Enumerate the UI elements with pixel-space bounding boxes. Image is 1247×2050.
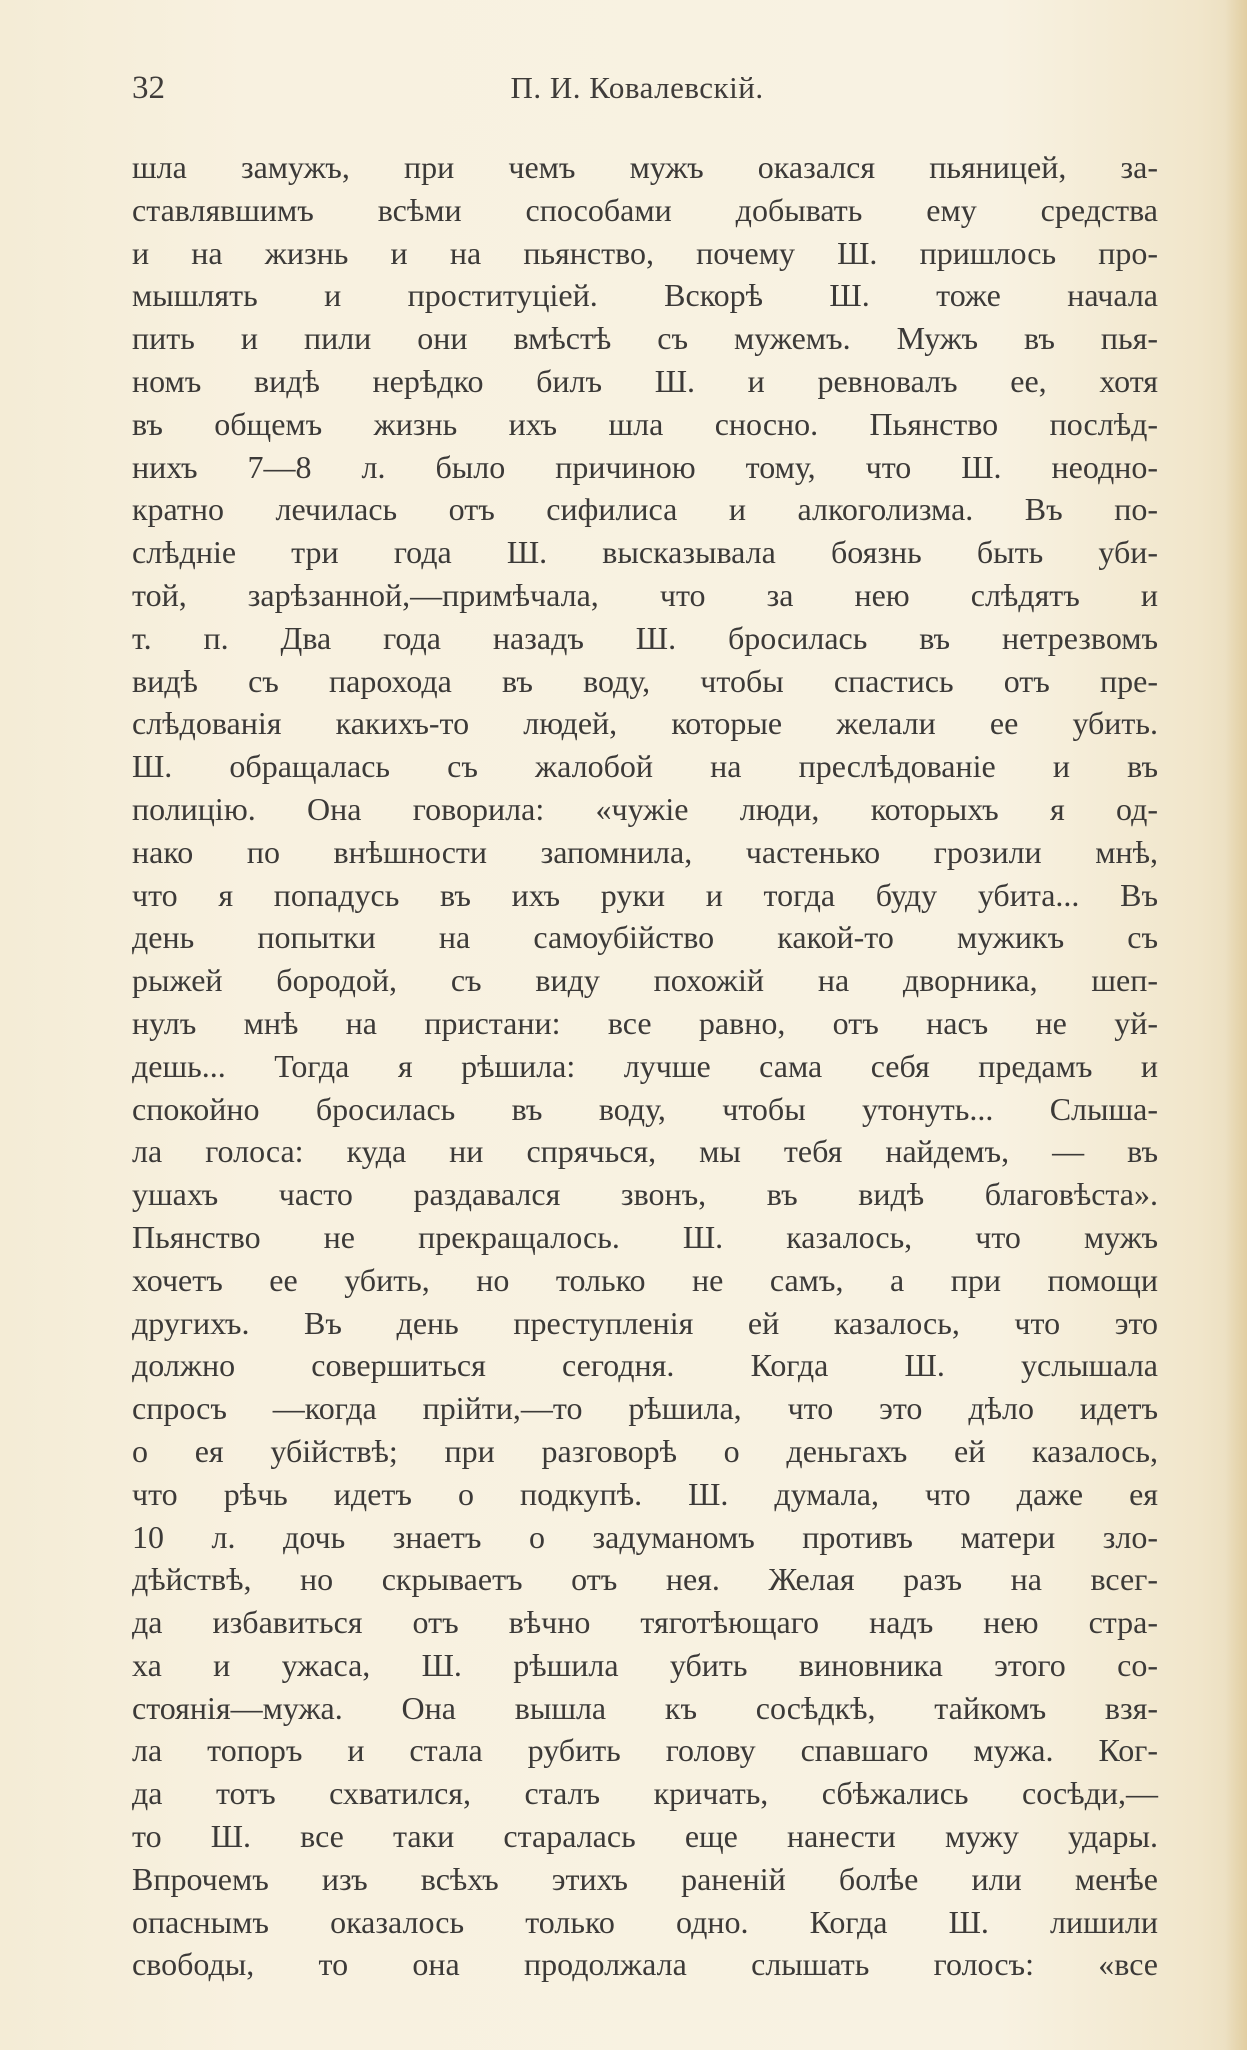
- text-line: рыжей бородой, съ виду похожій на дворника, шеп-: [132, 962, 1158, 999]
- text-line: въ общемъ жизнь ихъ шла сносно. Пьянство послѣд-: [132, 405, 1158, 442]
- page-edge-shadow: [1225, 0, 1247, 2050]
- text-line: другихъ. Въ день преступленія ей казалось, что это: [132, 1304, 1158, 1341]
- text-line: полицію. Она говорила: «чужіе люди, которыхъ я од-: [132, 790, 1158, 827]
- text-line: что я попадусь въ ихъ руки и тогда буду убита... Въ: [132, 876, 1158, 913]
- text-line: Пьянство не прекращалось. Ш. казалось, что мужъ: [132, 1218, 1158, 1255]
- text-line: что рѣчь идетъ о подкупѣ. Ш. думала, что даже ея: [132, 1475, 1158, 1512]
- text-line: спокойно бросилась въ воду, чтобы утонуть... Слыша-: [132, 1090, 1158, 1127]
- text-line: ла голоса: куда ни спрячься, мы тебя найдемъ, — въ: [132, 1133, 1158, 1170]
- text-line: ха и ужаса, Ш. рѣшила убить виновника этого со-: [132, 1646, 1158, 1683]
- text-line: Ш. обращалась съ жалобой на преслѣдованіе и въ: [132, 748, 1158, 785]
- text-line: и на жизнь и на пьянство, почему Ш. пришлось про-: [132, 234, 1158, 271]
- text-line: шла замужъ, при чемъ мужъ оказался пьяницей, за-: [132, 149, 1158, 185]
- text-line: слѣдніе три года Ш. высказывала боязнь быть уби-: [132, 534, 1158, 571]
- text-line: день попытки на самоубійство какой-то мужикъ съ: [132, 919, 1158, 956]
- text-line: нулъ мнѣ на пристани: все равно, отъ насъ не уй-: [132, 1004, 1158, 1041]
- text-line: стоянія—мужа. Она вышла къ сосѣдкѣ, тайкомъ взя-: [132, 1689, 1158, 1726]
- text-line: ушахъ часто раздавался звонъ, въ видѣ благовѣста».: [132, 1176, 1158, 1213]
- text-line: Впрочемъ изъ всѣхъ этихъ раненій болѣе или менѣе: [132, 1860, 1158, 1897]
- text-line: той, зарѣзанной,—примѣчала, что за нею слѣдятъ и: [132, 576, 1158, 613]
- text-line: нако по внѣшности запомнила, частенько грозили мнѣ,: [132, 833, 1158, 870]
- text-line: мышлять и проституціей. Вскорѣ Ш. тоже начала: [132, 277, 1158, 314]
- text-line: свободы, то она продолжала слышать голосъ: «все: [132, 1946, 1158, 1983]
- text-line: должно совершиться сегодня. Когда Ш. услышала: [132, 1347, 1158, 1384]
- text-line: ла топоръ и стала рубить голову спавшаго мужа. Ког-: [132, 1732, 1158, 1769]
- text-line: нихъ 7—8 л. было причиною тому, что Ш. неодно-: [132, 448, 1158, 485]
- text-line: да избавиться отъ вѣчно тяготѣющаго надъ нею стра-: [132, 1604, 1158, 1641]
- text-line: кратно лечилась отъ сифилиса и алкоголизма. Въ по-: [132, 491, 1158, 528]
- text-line: дешь... Тогда я рѣшила: лучше сама себя предамъ и: [132, 1047, 1158, 1084]
- body-text: [132, 146, 1158, 1986]
- text-line: пить и пили они вмѣстѣ съ мужемъ. Мужъ въ пья-: [132, 320, 1158, 357]
- text-line: спросъ —когда прійти,—то рѣшила, что это дѣло идетъ: [132, 1390, 1158, 1427]
- page-header: [132, 66, 1142, 110]
- text-line: хочетъ ее убить, но только не самъ, а при помощи: [132, 1261, 1158, 1298]
- text-line: то Ш. все таки старалась еще нанести мужу удары.: [132, 1818, 1158, 1855]
- text-line: да тотъ схватился, сталъ кричать, сбѣжались сосѣди,—: [132, 1775, 1158, 1812]
- text-line: ставлявшимъ всѣми способами добывать ему средства: [132, 191, 1158, 228]
- running-head: П. И. Ковалевскій.: [510, 70, 764, 105]
- text-line: номъ видѣ нерѣдко билъ Ш. и ревновалъ ее, хотя: [132, 362, 1158, 399]
- text-line: т. п. Два года назадъ Ш. бросилась въ нетрезвомъ: [132, 619, 1158, 656]
- text-line: о ея убійствѣ; при разговорѣ о деньгахъ ей казалось,: [132, 1432, 1158, 1469]
- text-line: дѣйствѣ, но скрываетъ отъ нея. Желая разъ на всег-: [132, 1561, 1158, 1598]
- text-line: видѣ съ парохода въ воду, чтобы спастись отъ пре-: [132, 662, 1158, 699]
- text-line: 10 л. дочь знаетъ о задуманомъ противъ матери зло-: [132, 1518, 1158, 1555]
- text-line: опаснымъ оказалось только одно. Когда Ш. лишили: [132, 1903, 1158, 1940]
- page-number: 32: [132, 70, 165, 106]
- text-line: слѣдованія какихъ-то людей, которые желали ее убить.: [132, 705, 1158, 742]
